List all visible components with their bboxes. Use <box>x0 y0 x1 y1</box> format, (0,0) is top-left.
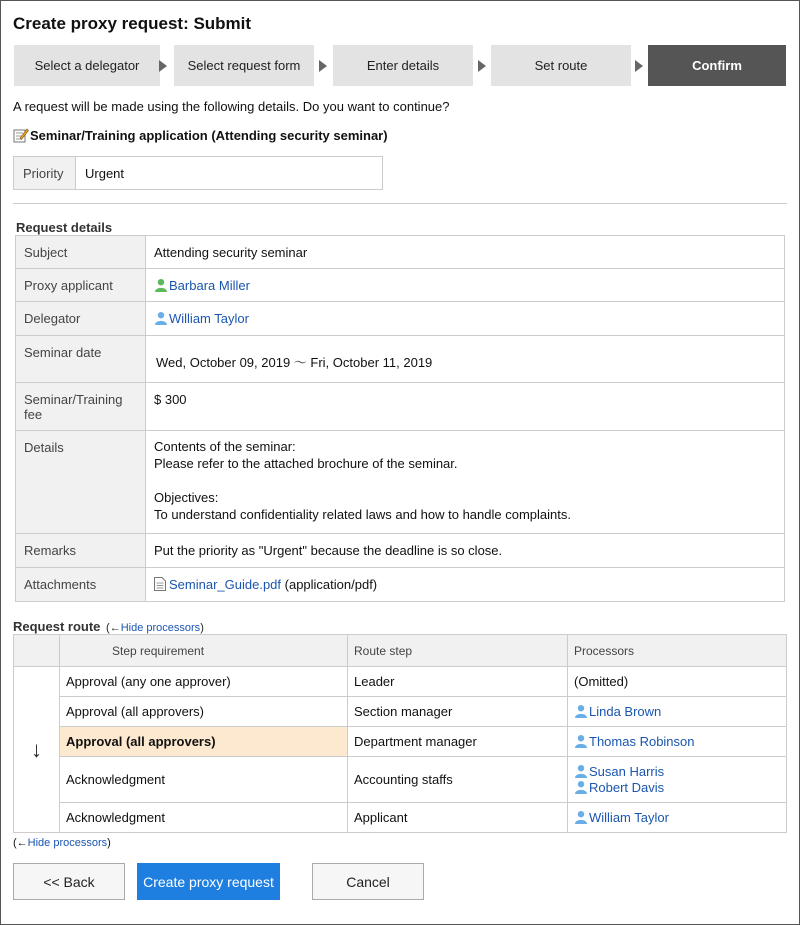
route-row <box>14 667 787 697</box>
delegator-link[interactable]: William Taylor <box>169 311 249 326</box>
request-details-table <box>15 235 785 602</box>
priority-field <box>13 156 383 190</box>
detail-label: Proxy applicant <box>16 269 146 302</box>
hide-processors-toggle: (←Hide processors) <box>106 622 204 634</box>
wizard-steps <box>14 45 786 86</box>
route-step: Section manager <box>348 697 568 727</box>
proxy-applicant-link[interactable]: Barbara Miller <box>169 278 250 293</box>
page-title: Create proxy request: Submit <box>13 14 252 33</box>
route-row <box>14 803 787 833</box>
route-header-blank <box>14 635 60 667</box>
priority-label: Priority <box>14 157 76 189</box>
detail-value: Attending security seminar <box>146 236 785 269</box>
step-arrow-icon <box>319 60 327 72</box>
detail-label: Delegator <box>16 302 146 336</box>
request-details-heading: Request details <box>16 220 113 235</box>
route-requirement: Approval (any one approver) <box>60 667 348 697</box>
detail-row-fee <box>16 383 785 431</box>
attachment-type: (application/pdf) <box>284 577 378 592</box>
route-row-current <box>14 727 787 757</box>
processor-link[interactable]: Linda Brown <box>589 704 662 719</box>
cancel-button[interactable]: Cancel <box>312 863 424 900</box>
detail-row-delegator <box>16 302 785 336</box>
details-line: To understand confidentiality related laws and how to handle complaints. <box>154 507 571 522</box>
details-line: Please refer to the attached brochure of the seminar. <box>154 456 458 471</box>
step-select-request-form: Select request form <box>174 45 314 86</box>
detail-label: Subject <box>16 236 146 269</box>
route-header-processors: Processors <box>568 635 787 667</box>
hide-processors-link[interactable]: Hide processors <box>120 622 201 634</box>
route-step: Department manager <box>348 727 568 757</box>
confirm-message: A request will be made using the following details. Do you want to continue? <box>13 99 450 114</box>
hide-processors-toggle-bottom: (←Hide processors) <box>13 837 111 849</box>
step-arrow-icon <box>159 60 167 72</box>
detail-row-subject <box>16 236 785 269</box>
route-flow-arrow-icon: ↓ <box>14 667 60 833</box>
request-route-title: Request route <box>13 619 101 634</box>
step-select-delegator: Select a delegator <box>14 45 160 86</box>
details-line: Objectives: <box>154 490 219 505</box>
step-set-route: Set route <box>491 45 631 86</box>
detail-value <box>146 431 785 534</box>
form-title <box>13 127 388 143</box>
route-processor <box>568 727 787 757</box>
attachment-link[interactable]: Seminar_Guide.pdf <box>169 577 282 592</box>
route-processor <box>568 697 787 727</box>
user-icon <box>574 764 588 778</box>
detail-row-proxy-applicant <box>16 269 785 302</box>
route-header-requirement: Step requirement <box>60 635 348 667</box>
route-header-step: Route step <box>348 635 568 667</box>
route-processor <box>568 757 787 803</box>
route-requirement: Acknowledgment <box>60 803 348 833</box>
processor-link[interactable]: Susan Harris <box>589 763 665 779</box>
form-edit-icon <box>13 127 29 143</box>
user-icon <box>574 704 588 718</box>
hide-processors-link-bottom[interactable]: Hide processors <box>27 837 108 849</box>
user-icon <box>574 810 588 824</box>
route-requirement: Acknowledgment <box>60 757 348 803</box>
detail-label: Seminar date <box>16 336 146 383</box>
detail-row-attachments <box>16 568 785 602</box>
divider <box>13 203 787 204</box>
create-proxy-request-button[interactable]: Create proxy request <box>137 863 280 900</box>
route-row <box>14 757 787 803</box>
processor-link[interactable]: William Taylor <box>589 810 669 825</box>
user-icon <box>574 780 588 794</box>
detail-row-remarks <box>16 534 785 568</box>
route-step: Leader <box>348 667 568 697</box>
step-arrow-icon <box>635 60 643 72</box>
detail-label: Seminar/Training fee <box>16 383 146 431</box>
step-confirm: Confirm <box>648 45 786 86</box>
step-arrow-icon <box>478 60 486 72</box>
route-processor <box>568 803 787 833</box>
detail-value: Wed, October 09, 2019 ～ Fri, October 11, 2019 <box>146 336 785 383</box>
detail-value <box>146 269 785 302</box>
back-button[interactable]: << Back <box>13 863 125 900</box>
route-row <box>14 697 787 727</box>
detail-value: $ 300 <box>146 383 785 431</box>
detail-label: Remarks <box>16 534 146 568</box>
route-requirement: Approval (all approvers) <box>60 697 348 727</box>
detail-row-details <box>16 431 785 534</box>
details-line: Contents of the seminar: <box>154 439 296 454</box>
route-requirement: Approval (all approvers) <box>60 727 348 757</box>
processor-link[interactable]: Thomas Robinson <box>589 734 695 749</box>
step-enter-details: Enter details <box>333 45 473 86</box>
detail-value <box>146 302 785 336</box>
route-step: Accounting staffs <box>348 757 568 803</box>
detail-row-seminar-date <box>16 336 785 383</box>
route-processor: (Omitted) <box>568 667 787 697</box>
user-icon <box>574 734 588 748</box>
detail-value: Put the priority as "Urgent" because the deadline is so close. <box>146 534 785 568</box>
form-title-text: Seminar/Training application (Attending security seminar) <box>30 127 388 143</box>
processor-link[interactable]: Robert Davis <box>589 779 665 795</box>
detail-value <box>146 568 785 602</box>
request-route-table <box>13 634 787 833</box>
request-route-heading <box>13 619 204 634</box>
user-icon <box>154 311 168 325</box>
route-step: Applicant <box>348 803 568 833</box>
detail-label: Details <box>16 431 146 534</box>
detail-label: Attachments <box>16 568 146 602</box>
user-icon <box>154 278 168 292</box>
priority-value: Urgent <box>85 165 125 181</box>
file-icon <box>154 577 166 591</box>
route-header-row <box>14 635 787 667</box>
